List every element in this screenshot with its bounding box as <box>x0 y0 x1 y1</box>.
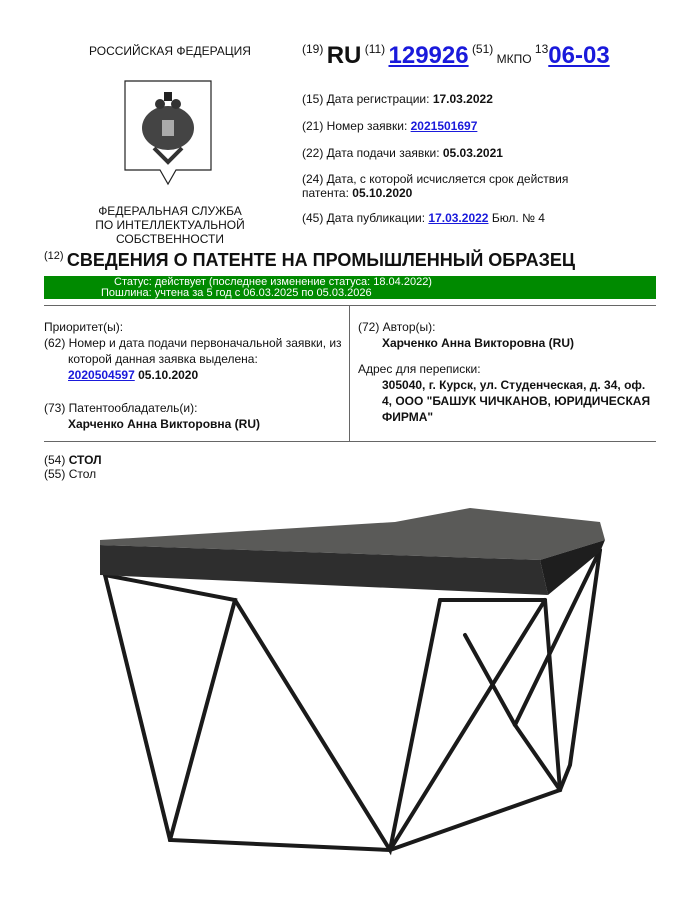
holder-label: (73) Патентообладатель(и): <box>44 401 198 415</box>
status-bar <box>44 276 656 299</box>
table-design-image <box>0 500 700 870</box>
parent-application-link[interactable]: 2020504597 <box>68 368 135 382</box>
pub-date-link[interactable]: 17.03.2022 <box>428 211 489 225</box>
filing-label: (22) Дата подачи заявки: <box>302 146 440 160</box>
mkpo-edition: 13 <box>534 42 549 56</box>
code-19: (19) <box>302 42 324 56</box>
filing-date <box>302 146 503 160</box>
document-title <box>44 250 575 271</box>
status-text: Статус: действует (последнее изменение статуса: 18.04.2022) <box>114 276 432 288</box>
design-name-2: Стол <box>68 467 97 481</box>
agency-name <box>40 204 300 246</box>
agency-line1: ФЕДЕРАЛЬНАЯ СЛУЖБА <box>98 204 242 218</box>
priority-section <box>44 319 344 383</box>
publication-date <box>302 211 545 225</box>
country-name: РОССИЙСКАЯ ФЕДЕРАЦИЯ <box>89 44 251 58</box>
p62-label: (62) Номер и дата подачи первоначальной заявки, из <box>44 336 342 350</box>
reg-date: 17.03.2022 <box>432 92 493 106</box>
term-start <box>302 172 568 200</box>
code-55: (55) <box>44 467 66 481</box>
patent-number-link[interactable]: 129926 <box>388 42 469 69</box>
author-name: Харченко Анна Викторовна (RU) <box>382 336 574 350</box>
pub-label: (45) Дата публикации: <box>302 211 426 225</box>
parent-date: 05.10.2020 <box>138 368 199 382</box>
app-number-link[interactable]: 2021501697 <box>410 119 478 133</box>
title-text: СВЕДЕНИЯ О ПАТЕНТЕ НА ПРОМЫШЛЕННЫЙ ОБРАЗЕЦ <box>66 250 576 270</box>
author-label: (72) Автор(ы): <box>358 320 436 334</box>
p62-label2: которой данная заявка выделена: <box>68 352 258 366</box>
agency-line2: ПО ИНТЕЛЛЕКТУАЛЬНОЙ СОБСТВЕННОСТИ <box>95 218 245 246</box>
term-date: 05.10.2020 <box>352 186 413 200</box>
filing-date-value: 05.03.2021 <box>442 146 503 160</box>
term-label2: патента: <box>302 186 349 200</box>
address-label: Адрес для переписки: <box>358 362 481 376</box>
app-label: (21) Номер заявки: <box>302 119 408 133</box>
holder-section <box>44 400 260 432</box>
reg-label: (15) Дата регистрации: <box>302 92 430 106</box>
address-line: ФИРМА" <box>382 410 434 424</box>
address-line: 305040, г. Курск, ул. Студенческая, д. 34, оф. <box>382 378 646 392</box>
title-code: (12) <box>44 250 64 262</box>
author-section <box>358 319 658 425</box>
fee-text: Пошлина: учтена за 5 год с 06.03.2025 по 05.03.2026 <box>101 287 372 299</box>
divider <box>44 305 656 306</box>
design-title <box>44 453 102 481</box>
patent-header-line <box>302 42 610 70</box>
application-number <box>302 119 477 133</box>
term-label: (24) Дата, с которой исчисляется срок действия <box>302 172 569 186</box>
coat-of-arms-emblem <box>124 80 214 188</box>
priority-label: Приоритет(ы): <box>44 320 124 334</box>
registration-date <box>302 92 493 106</box>
divider <box>44 441 656 442</box>
design-name: СТОЛ <box>68 453 102 467</box>
column-divider <box>349 305 350 441</box>
holder-name: Харченко Анна Викторовна (RU) <box>68 417 260 431</box>
country-code: RU <box>326 42 362 69</box>
code-11: (11) <box>364 42 386 56</box>
bulletin: Бюл. № 4 <box>491 211 545 225</box>
mkpo-label: МКПО <box>496 52 532 66</box>
code-51: (51) <box>471 42 494 56</box>
mkpo-class-link[interactable]: 06-03 <box>548 42 610 69</box>
code-54: (54) <box>44 453 66 467</box>
address-line: 4, ООО "БАШУК ЧИЧКАНОВ, ЮРИДИЧЕСКАЯ <box>382 394 651 408</box>
